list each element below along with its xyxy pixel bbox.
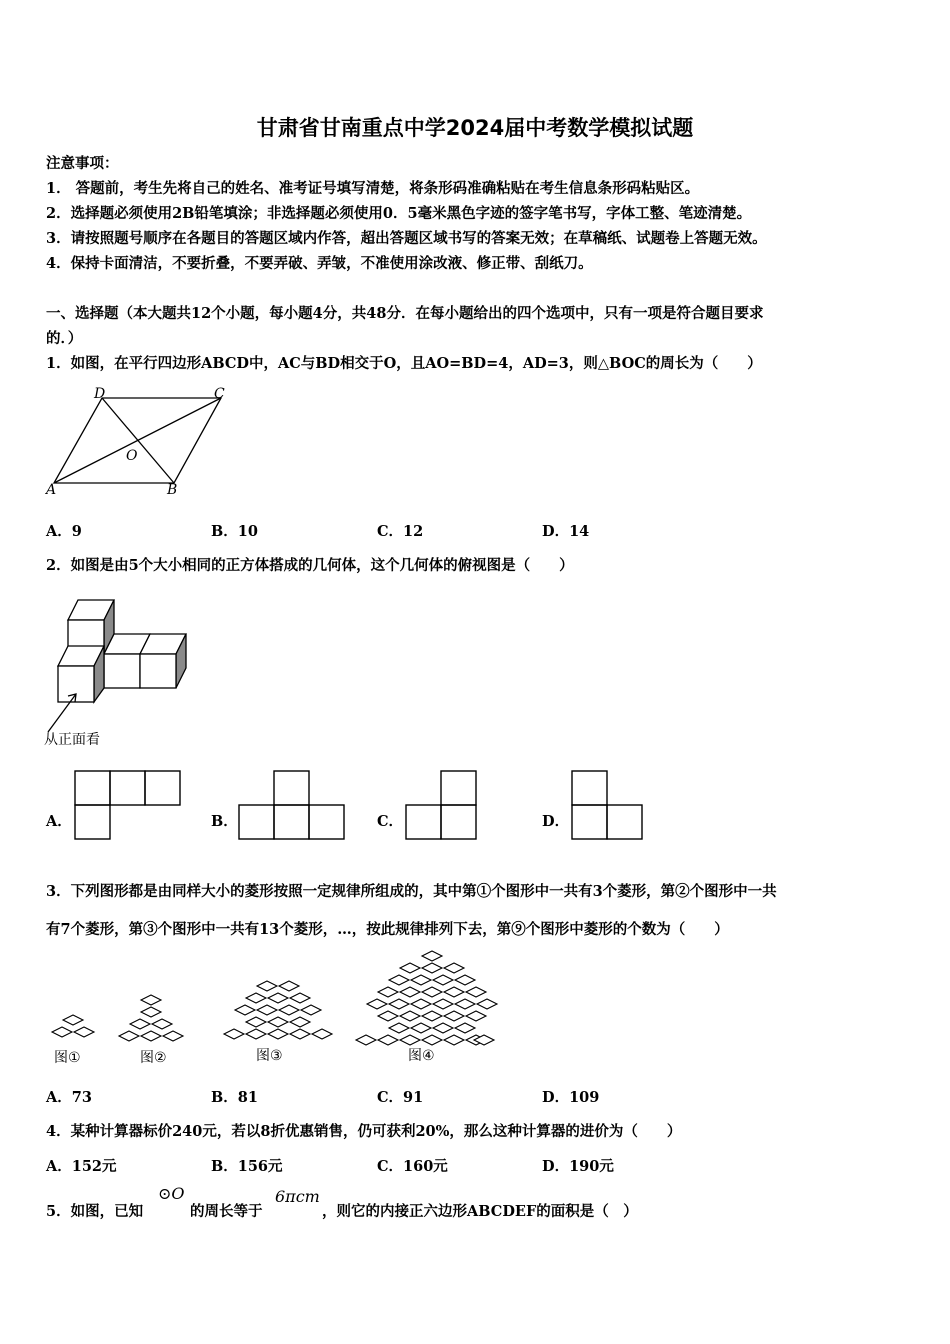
rhombus bbox=[378, 987, 398, 997]
q4-option-b: B．156元 bbox=[211, 1158, 283, 1175]
rhombus bbox=[466, 987, 486, 997]
rhombus bbox=[268, 993, 288, 1003]
notice-item-4: 4．保持卡面清洁，不要折叠，不要弄破、弄皱，不准使用涂改液、修正带、刮纸刀。 bbox=[46, 255, 593, 272]
rhombus bbox=[367, 999, 387, 1009]
rhombus bbox=[163, 1031, 183, 1041]
q1-option-d: D．14 bbox=[542, 523, 590, 540]
diagonal-bd bbox=[102, 398, 174, 483]
question-4-text: 4．某种计算器标价240元，若以8折优惠销售，仍可获利20%，那么这种计算器的进价为（ ） bbox=[46, 1123, 682, 1140]
rhombus bbox=[246, 993, 266, 1003]
q4-option-a: A．152元 bbox=[46, 1158, 117, 1175]
q2-option-b-figure bbox=[238, 770, 346, 840]
q4-option-d: D．190元 bbox=[542, 1158, 614, 1175]
question-5-suffix: ，则它的内接正六边形ABCDEF的面积是（ ） bbox=[322, 1203, 638, 1220]
rhombus bbox=[411, 999, 431, 1009]
circle-o-symbol: ⊙O bbox=[158, 1184, 185, 1203]
rhombus-pattern-figure bbox=[44, 950, 499, 1070]
rhombus bbox=[389, 999, 409, 1009]
q1-option-c: C．12 bbox=[377, 523, 424, 540]
rhombus bbox=[378, 1011, 398, 1021]
rhombus bbox=[422, 963, 442, 973]
rhombus bbox=[312, 1029, 332, 1039]
circumference-value: 6πcm bbox=[275, 1187, 320, 1206]
rhombus bbox=[400, 1035, 420, 1045]
rhombus bbox=[257, 1005, 277, 1015]
question-5-prefix: 5．如图，已知 bbox=[46, 1203, 144, 1220]
rhombus bbox=[422, 987, 442, 997]
question-3-line1: 3．下列图形都是由同样大小的菱形按照一定规律所组成的，其中第①个图形中一共有3个菱形，第②个图形中一共 bbox=[46, 883, 777, 900]
rhombus bbox=[279, 1005, 299, 1015]
rhombus bbox=[257, 981, 277, 991]
q3-option-b: B．81 bbox=[211, 1089, 258, 1106]
rhombus bbox=[52, 1027, 72, 1037]
rhombus bbox=[455, 999, 475, 1009]
rhombus bbox=[290, 1029, 310, 1039]
question-2-text: 2．如图是由5个大小相同的正方体搭成的几何体，这个几何体的俯视图是（ ） bbox=[46, 557, 574, 574]
figure-label-1: 图① bbox=[54, 1050, 81, 1066]
rhombus bbox=[246, 1017, 266, 1027]
rhombus bbox=[268, 1029, 288, 1039]
rhombus bbox=[356, 1035, 376, 1045]
rhombus bbox=[130, 1019, 150, 1029]
notice-item-2: 2．选择题必须使用2B铅笔填涂；非选择题必须使用0．5毫米黑色字迹的签字笔书写，字体工整、笔迹清楚。 bbox=[46, 205, 752, 222]
q3-option-d: D．109 bbox=[542, 1089, 600, 1106]
rhombus bbox=[433, 975, 453, 985]
figure-label-3: 图③ bbox=[256, 1048, 283, 1064]
rhombus bbox=[433, 999, 453, 1009]
rhombus bbox=[466, 1011, 486, 1021]
rhombus bbox=[290, 993, 310, 1003]
rhombus bbox=[455, 975, 475, 985]
rhombus bbox=[141, 995, 161, 1005]
question-5-middle: 的周长等于 bbox=[190, 1203, 263, 1220]
q3-option-c: C．91 bbox=[377, 1089, 424, 1106]
label-o: O bbox=[126, 448, 138, 464]
question-1-text: 1．如图，在平行四边形ABCD中，AC与BD相交于O，且AO=BD=4，AD=3，则△BOC的周长为（ ） bbox=[46, 355, 762, 372]
rhombus bbox=[119, 1031, 139, 1041]
rhombus bbox=[152, 1019, 172, 1029]
question-3-line2: 有7个菱形，第③个图形中一共有13个菱形，…，按此规律排列下去，第⑨个图形中菱形的个数为（ ） bbox=[46, 921, 729, 938]
rhombus bbox=[279, 981, 299, 991]
q2-option-a-figure bbox=[74, 770, 182, 840]
rhombus bbox=[224, 1029, 244, 1039]
rhombus bbox=[74, 1027, 94, 1037]
rhombus bbox=[63, 1015, 83, 1025]
rhombus bbox=[378, 1035, 398, 1045]
q2-option-c: C． bbox=[377, 813, 404, 830]
q2-option-b: B． bbox=[211, 813, 238, 830]
label-d: D bbox=[94, 386, 106, 402]
q3-option-a: A．73 bbox=[46, 1089, 92, 1106]
label-c: C bbox=[214, 386, 225, 402]
q2-option-d-figure bbox=[571, 770, 646, 840]
rhombus bbox=[444, 987, 464, 997]
q1-option-a: A．9 bbox=[46, 523, 82, 540]
q4-option-c: C．160元 bbox=[377, 1158, 448, 1175]
rhombus bbox=[422, 1035, 442, 1045]
rhombus bbox=[422, 1011, 442, 1021]
rhombus bbox=[422, 951, 442, 961]
rhombus bbox=[444, 1011, 464, 1021]
label-a: A bbox=[46, 482, 57, 498]
q2-option-c-figure bbox=[405, 770, 480, 840]
q1-option-b: B．10 bbox=[211, 523, 258, 540]
notice-item-1: 1． 答题前，考生先将自己的姓名、准考证号填写清楚，将条形码准确粘贴在考生信息条形码粘贴区。 bbox=[46, 180, 700, 197]
rhombus bbox=[290, 1017, 310, 1027]
cube-stack-figure bbox=[44, 592, 189, 752]
q2-option-d: D． bbox=[542, 813, 570, 830]
figure-label-2: 图② bbox=[140, 1050, 167, 1066]
rhombus bbox=[141, 1031, 161, 1041]
notice-item-3: 3．请按照题号顺序在各题目的答题区域内作答，超出答题区域书写的答案无效；在草稿纸、试题卷上答题无效。 bbox=[46, 230, 767, 247]
rhombus bbox=[411, 1023, 431, 1033]
rhombus bbox=[477, 999, 497, 1009]
parallelogram-figure bbox=[46, 388, 236, 498]
page-title: 甘肃省甘南重点中学2024届中考数学模拟试题 bbox=[256, 116, 694, 140]
section-heading-line1: 一、选择题（本大题共12个小题，每小题4分，共48分．在每小题给出的四个选项中，只有一项是符合题目要求 bbox=[46, 305, 764, 322]
rhombus bbox=[235, 1005, 255, 1015]
rhombus bbox=[411, 975, 431, 985]
rhombus bbox=[141, 1007, 161, 1017]
rhombus bbox=[246, 1029, 266, 1039]
rhombus bbox=[301, 1005, 321, 1015]
rhombus bbox=[433, 1023, 453, 1033]
rhombus bbox=[400, 987, 420, 997]
section-heading-line2: 的．） bbox=[46, 330, 83, 347]
q2-option-a: A． bbox=[46, 813, 72, 830]
notice-heading: 注意事项： bbox=[46, 155, 119, 172]
rhombus bbox=[444, 963, 464, 973]
rhombus bbox=[444, 1035, 464, 1045]
rhombus bbox=[400, 1011, 420, 1021]
rhombus bbox=[389, 975, 409, 985]
rhombus bbox=[400, 963, 420, 973]
rhombus bbox=[455, 1023, 475, 1033]
rhombus bbox=[389, 1023, 409, 1033]
rhombus bbox=[268, 1017, 288, 1027]
label-b: B bbox=[167, 482, 178, 498]
front-view-label: 从正面看 bbox=[44, 732, 100, 748]
figure-label-4: 图④ bbox=[408, 1048, 435, 1064]
